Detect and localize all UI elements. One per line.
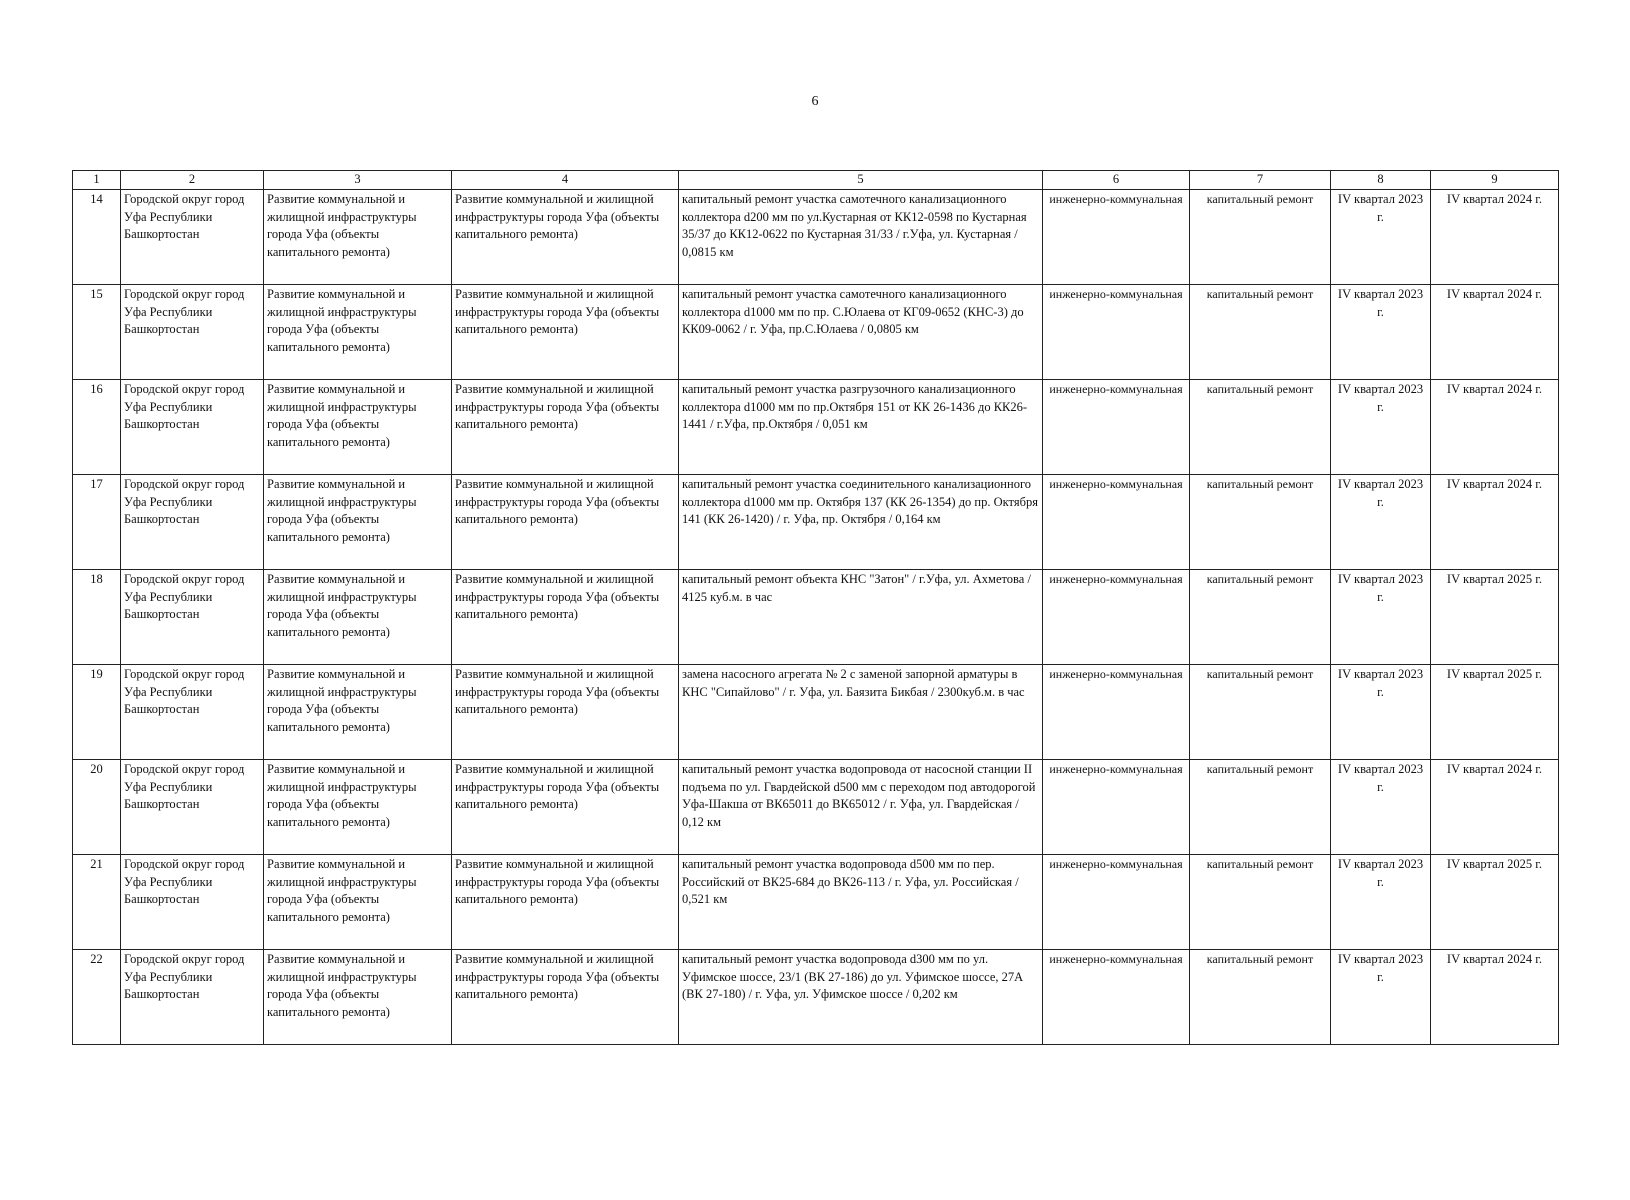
end-period-cell: IV квартал 2024 г. [1431, 285, 1559, 380]
subprogram-cell: Развитие коммунальной и жилищной инфраструктуры города Уфа (объекты капитального ремонта) [452, 855, 679, 950]
object-cell: капитальный ремонт объекта КНС "Затон" / г.Уфа, ул. Ахметова / 4125 куб.м. в час [679, 570, 1043, 665]
infra-type-cell: инженерно-коммунальная [1043, 760, 1190, 855]
program-cell: Развитие коммунальной и жилищной инфраструктуры города Уфа (объекты капитального ремонта) [264, 855, 452, 950]
header-col-4: 4 [452, 171, 679, 190]
subprogram-cell: Развитие коммунальной и жилищной инфраструктуры города Уфа (объекты капитального ремонта) [452, 665, 679, 760]
end-period-cell: IV квартал 2025 г. [1431, 855, 1559, 950]
row-number: 15 [73, 285, 121, 380]
start-period-cell: IV квартал 2023 г. [1331, 475, 1431, 570]
header-col-5: 5 [679, 171, 1043, 190]
end-period-cell: IV квартал 2025 г. [1431, 570, 1559, 665]
subprogram-cell: Развитие коммунальной и жилищной инфраструктуры города Уфа (объекты капитального ремонта) [452, 285, 679, 380]
start-period-cell: IV квартал 2023 г. [1331, 190, 1431, 285]
work-type-cell: капитальный ремонт [1190, 855, 1331, 950]
municipality-cell: Городской округ город Уфа Республики Башкортостан [121, 190, 264, 285]
program-cell: Развитие коммунальной и жилищной инфраструктуры города Уфа (объекты капитального ремонта) [264, 760, 452, 855]
row-number: 18 [73, 570, 121, 665]
start-period-cell: IV квартал 2023 г. [1331, 950, 1431, 1045]
work-type-cell: капитальный ремонт [1190, 285, 1331, 380]
municipality-cell: Городской округ город Уфа Республики Башкортостан [121, 380, 264, 475]
infra-type-cell: инженерно-коммунальная [1043, 570, 1190, 665]
header-col-2: 2 [121, 171, 264, 190]
object-cell: замена насосного агрегата № 2 с заменой запорной арматуры в КНС "Сипайлово" / г. Уфа, ул. Баязита Бикбая / 2300куб.м. в час [679, 665, 1043, 760]
start-period-cell: IV квартал 2023 г. [1331, 285, 1431, 380]
table-header [73, 171, 1559, 190]
infra-type-cell: инженерно-коммунальная [1043, 950, 1190, 1045]
work-type-cell: капитальный ремонт [1190, 665, 1331, 760]
work-type-cell: капитальный ремонт [1190, 760, 1331, 855]
infra-type-cell: инженерно-коммунальная [1043, 380, 1190, 475]
object-cell: капитальный ремонт участка водопровода d300 мм по ул. Уфимское шоссе, 23/1 (ВК 27-186) до ул. Уфимское шоссе, 27А (ВК 27-180) / г. Уфа, ул. Уфимское шоссе / 0,202 км [679, 950, 1043, 1045]
header-col-9: 9 [1431, 171, 1559, 190]
program-cell: Развитие коммунальной и жилищной инфраструктуры города Уфа (объекты капитального ремонта) [264, 380, 452, 475]
work-type-cell: капитальный ремонт [1190, 950, 1331, 1045]
header-col-1: 1 [73, 171, 121, 190]
program-cell: Развитие коммунальной и жилищной инфраструктуры города Уфа (объекты капитального ремонта) [264, 475, 452, 570]
row-number: 14 [73, 190, 121, 285]
header-col-6: 6 [1043, 171, 1190, 190]
infra-type-cell: инженерно-коммунальная [1043, 190, 1190, 285]
header-col-8: 8 [1331, 171, 1431, 190]
table-row [73, 190, 1559, 285]
subprogram-cell: Развитие коммунальной и жилищной инфраструктуры города Уфа (объекты капитального ремонта) [452, 475, 679, 570]
row-number: 17 [73, 475, 121, 570]
table-row [73, 760, 1559, 855]
header-col-3: 3 [264, 171, 452, 190]
program-cell: Развитие коммунальной и жилищной инфраструктуры города Уфа (объекты капитального ремонта) [264, 190, 452, 285]
start-period-cell: IV квартал 2023 г. [1331, 380, 1431, 475]
subprogram-cell: Развитие коммунальной и жилищной инфраструктуры города Уфа (объекты капитального ремонта) [452, 950, 679, 1045]
infra-type-cell: инженерно-коммунальная [1043, 855, 1190, 950]
header-row [73, 171, 1559, 190]
table-row [73, 285, 1559, 380]
table-row [73, 855, 1559, 950]
infra-type-cell: инженерно-коммунальная [1043, 475, 1190, 570]
subprogram-cell: Развитие коммунальной и жилищной инфраструктуры города Уфа (объекты капитального ремонта) [452, 760, 679, 855]
work-type-cell: капитальный ремонт [1190, 380, 1331, 475]
work-type-cell: капитальный ремонт [1190, 570, 1331, 665]
program-cell: Развитие коммунальной и жилищной инфраструктуры города Уфа (объекты капитального ремонта) [264, 570, 452, 665]
end-period-cell: IV квартал 2024 г. [1431, 190, 1559, 285]
start-period-cell: IV квартал 2023 г. [1331, 760, 1431, 855]
start-period-cell: IV квартал 2023 г. [1331, 570, 1431, 665]
row-number: 20 [73, 760, 121, 855]
subprogram-cell: Развитие коммунальной и жилищной инфраструктуры города Уфа (объекты капитального ремонта) [452, 380, 679, 475]
object-cell: капитальный ремонт участка соединительного канализационного коллектора d1000 мм пр. Октября 137 (КК 26-1354) до пр. Октября 141 (КК 26-1420) / г. Уфа, пр. Октября / 0,164 км [679, 475, 1043, 570]
municipality-cell: Городской округ город Уфа Республики Башкортостан [121, 950, 264, 1045]
row-number: 22 [73, 950, 121, 1045]
program-cell: Развитие коммунальной и жилищной инфраструктуры города Уфа (объекты капитального ремонта) [264, 285, 452, 380]
row-number: 19 [73, 665, 121, 760]
table-row [73, 475, 1559, 570]
end-period-cell: IV квартал 2024 г. [1431, 760, 1559, 855]
end-period-cell: IV квартал 2024 г. [1431, 475, 1559, 570]
object-cell: капитальный ремонт участка разгрузочного канализационного коллектора d1000 мм по пр.Октября 151 от КК 26-1436 до КК26-1441 / г.Уфа, пр.Октября / 0,051 км [679, 380, 1043, 475]
table-row [73, 665, 1559, 760]
municipality-cell: Городской округ город Уфа Республики Башкортостан [121, 760, 264, 855]
table-body [73, 190, 1559, 1045]
object-cell: капитальный ремонт участка водопровода от насосной станции II подъема по ул. Гвардейской d500 мм с переходом под автодорогой Уфа-Шакша от ВК65011 до ВК65012 / г. Уфа, ул. Гвардейская / 0,12 км [679, 760, 1043, 855]
start-period-cell: IV квартал 2023 г. [1331, 855, 1431, 950]
municipality-cell: Городской округ город Уфа Республики Башкортостан [121, 855, 264, 950]
subprogram-cell: Развитие коммунальной и жилищной инфраструктуры города Уфа (объекты капитального ремонта) [452, 570, 679, 665]
program-cell: Развитие коммунальной и жилищной инфраструктуры города Уфа (объекты капитального ремонта) [264, 950, 452, 1045]
start-period-cell: IV квартал 2023 г. [1331, 665, 1431, 760]
end-period-cell: IV квартал 2025 г. [1431, 665, 1559, 760]
page-number: 6 [811, 94, 819, 109]
subprogram-cell: Развитие коммунальной и жилищной инфраструктуры города Уфа (объекты капитального ремонта) [452, 190, 679, 285]
infra-type-cell: инженерно-коммунальная [1043, 665, 1190, 760]
object-cell: капитальный ремонт участка самотечного канализационного коллектора d1000 мм по пр. С.Юлаева от КГ09-0652 (КНС-3) до КК09-0062 / г. Уфа, пр.С.Юлаева / 0,0805 км [679, 285, 1043, 380]
municipality-cell: Городской округ город Уфа Республики Башкортостан [121, 570, 264, 665]
program-cell: Развитие коммунальной и жилищной инфраструктуры города Уфа (объекты капитального ремонта) [264, 665, 452, 760]
table-row [73, 380, 1559, 475]
row-number: 21 [73, 855, 121, 950]
table-row [73, 570, 1559, 665]
infra-type-cell: инженерно-коммунальная [1043, 285, 1190, 380]
row-number: 16 [73, 380, 121, 475]
end-period-cell: IV квартал 2024 г. [1431, 380, 1559, 475]
object-cell: капитальный ремонт участка самотечного канализационного коллектора d200 мм по ул.Кустарная от КК12-0598 по Кустарная 35/37 до КК12-0622 по Кустарная 31/33 / г.Уфа, ул. Кустарная / 0,0815 км [679, 190, 1043, 285]
municipality-cell: Городской округ город Уфа Республики Башкортостан [121, 665, 264, 760]
municipality-cell: Городской округ город Уфа Республики Башкортостан [121, 285, 264, 380]
objects-table [72, 170, 1559, 1045]
end-period-cell: IV квартал 2024 г. [1431, 950, 1559, 1045]
work-type-cell: капитальный ремонт [1190, 475, 1331, 570]
header-col-7: 7 [1190, 171, 1331, 190]
work-type-cell: капитальный ремонт [1190, 190, 1331, 285]
municipality-cell: Городской округ город Уфа Республики Башкортостан [121, 475, 264, 570]
table-row [73, 950, 1559, 1045]
object-cell: капитальный ремонт участка водопровода d500 мм по пер. Российский от ВК25-684 до ВК26-113 / г. Уфа, ул. Российская / 0,521 км [679, 855, 1043, 950]
